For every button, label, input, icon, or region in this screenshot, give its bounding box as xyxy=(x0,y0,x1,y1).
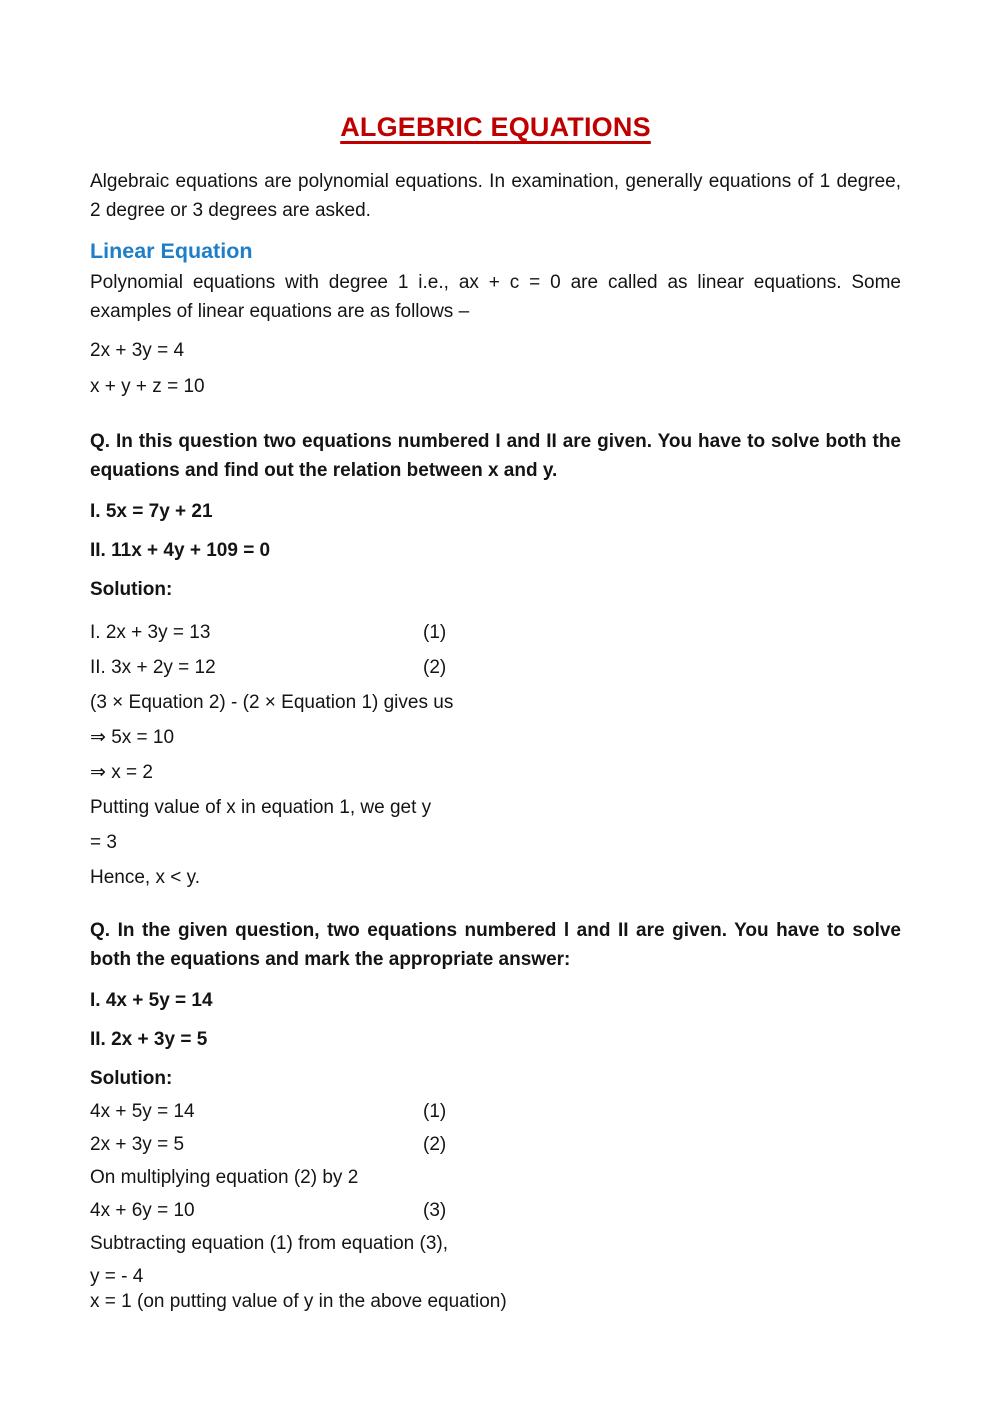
solution-step xyxy=(90,1233,901,1254)
example-equation-1: 2x + 3y = 4 xyxy=(90,340,185,361)
equation-text: ⇒ 5x = 10 xyxy=(90,727,175,748)
solution-conclusion xyxy=(90,867,901,888)
equation-text: 2x + 3y = 5 xyxy=(90,1134,185,1155)
equation-text: 4x + 6y = 10 xyxy=(90,1200,195,1221)
question-1-given-equation-2: II. 11x + 4y + 109 = 0 xyxy=(90,540,271,561)
question-2-given-equation-2: II. 2x + 3y = 5 xyxy=(90,1029,208,1050)
solution-step xyxy=(90,727,901,748)
solution-step xyxy=(90,1200,901,1221)
question-2-text: Q. In the given question, two equations numbered l and II are given. You have to solve both the equations and mark the appropriate answer: xyxy=(90,920,901,970)
solution-step xyxy=(90,1134,901,1155)
solution-step xyxy=(90,1291,901,1312)
equation-number: (1) xyxy=(423,1101,447,1122)
equation-text: x = 1 (on putting value of y in the above equation) xyxy=(90,1291,507,1312)
section-intro-paragraph: Polynomial equations with degree 1 i.e., ax + c = 0 are called as linear equations. Some examples of linear equations are as follows – xyxy=(90,272,901,322)
equation-text: ⇒ x = 2 xyxy=(90,762,153,783)
equation-text: On multiplying equation (2) by 2 xyxy=(90,1167,359,1188)
question-1-text: Q. In this question two equations numbered I and II are given. You have to solve both the equations and find out the relation between x and y. xyxy=(90,431,901,481)
equation-text: Hence, x < y. xyxy=(90,867,201,888)
section-heading-linear-equation: Linear Equation xyxy=(90,239,253,263)
question-1-given-equation-1: I. 5x = 7y + 21 xyxy=(90,501,213,522)
solution-step xyxy=(90,832,901,853)
equation-number: (2) xyxy=(423,1134,447,1155)
equation-number: (2) xyxy=(423,657,447,678)
equation-text: Subtracting equation (1) from equation (3), xyxy=(90,1233,449,1254)
equation-number: (3) xyxy=(423,1200,447,1221)
solution-step xyxy=(90,762,901,783)
solution-step xyxy=(90,657,901,678)
equation-text: Putting value of x in equation 1, we get y xyxy=(90,797,432,818)
page-title: ALGEBRIC EQUATIONS xyxy=(340,112,651,142)
question-2-solution-label: Solution: xyxy=(90,1068,173,1089)
equation-text: (3 × Equation 2) - (2 × Equation 1) gives us xyxy=(90,692,454,713)
solution-step xyxy=(90,692,901,713)
equation-number: (1) xyxy=(423,622,447,643)
solution-step xyxy=(90,1101,901,1122)
solution-step xyxy=(90,1266,901,1287)
intro-paragraph: Algebraic equations are polynomial equations. In examination, generally equations of 1 degree, 2 degree or 3 degrees are asked. xyxy=(90,171,901,221)
equation-text: = 3 xyxy=(90,832,117,853)
solution-step xyxy=(90,1167,901,1188)
equation-text: 4x + 5y = 14 xyxy=(90,1101,195,1122)
question-1-solution-label: Solution: xyxy=(90,579,173,600)
equation-text: y = - 4 xyxy=(90,1266,144,1287)
solution-step xyxy=(90,797,901,818)
equation-text: I. 2x + 3y = 13 xyxy=(90,622,211,643)
example-equation-2: x + y + z = 10 xyxy=(90,376,205,397)
question-2-given-equation-1: I. 4x + 5y = 14 xyxy=(90,990,213,1011)
solution-step xyxy=(90,622,901,643)
equation-text: II. 3x + 2y = 12 xyxy=(90,657,216,678)
